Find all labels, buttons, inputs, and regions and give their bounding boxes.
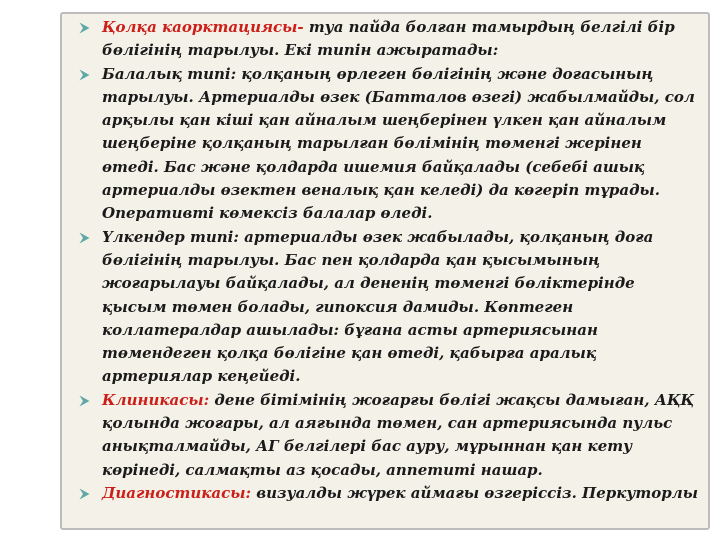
bullet-clinical-picture: [76, 389, 701, 482]
bullet-coarctation-definition: [76, 16, 701, 63]
bullet-lead: Қолқа каорктациясы-: [102, 18, 304, 36]
slide-content: [76, 16, 701, 505]
bullet-text: туа пайда болған тамырдың белгілі бір бөлігінің тарылуы. Екі типін ажыратады:: [102, 18, 675, 60]
arrowhead-bullet-icon: [79, 488, 90, 500]
bullet-text: визуалды жүрек аймағы өзгеріссіз. Перкуторлы: [251, 483, 698, 502]
bullet-text: дене бітімінің жоғарғы бөлігі жақсы дамыған, АҚҚ қолында жоғары, ал аяғында төмен, сан артериясында пульс анықталмайды, АГ белгілері бас ауру, мұрыннан қан кету көрінеді, салмақты аз қосады, аппетиті нашар.: [102, 390, 695, 479]
bullet-lead: Диагностикасы:: [102, 483, 252, 502]
bullet-diagnostics: [76, 482, 701, 505]
bullet-text: Балалық типі: қолқаның өрлеген бөлігінің және доғасының тарылуы. Артериалды өзек (Батталов өзегі) жабылмайды, сол арқылы қан кіші қан айналым шеңберінен үлкен қан айналым шеңберіне қолқаның тарылған бөлімінің төменгі жерінен өтеді. Бас және қолдарда ишемия байқалады (себебі ашық артериалды өзектен веналық қан келеді) да көгеріп тұрады. Оперативті көмексіз балалар өледі.: [102, 64, 695, 223]
arrowhead-bullet-icon: [79, 232, 90, 244]
bullet-adult-type: [76, 226, 701, 389]
arrowhead-bullet-icon: [79, 69, 90, 81]
bullet-text: Үлкендер типі: артериалды өзек жабылады, қолқаның доға бөлігінің тарылуы. Бас пен қолдарда қан қысымының жоғарылауы байқалады, ал дененің төменгі бөліктерінде қысым төмен болады, гипоксия дамиды. Көптеген коллатералдар ашылады: бұғана асты артериясынан төмендеген қолқа бөлігіне қан өтеді, қабырға аралық артериялар кеңейеді.: [102, 227, 654, 386]
bullet-lead: Клиникасы:: [102, 390, 210, 409]
bullet-infant-type: [76, 63, 701, 226]
arrowhead-bullet-icon: [79, 22, 90, 34]
arrowhead-bullet-icon: [79, 395, 90, 407]
